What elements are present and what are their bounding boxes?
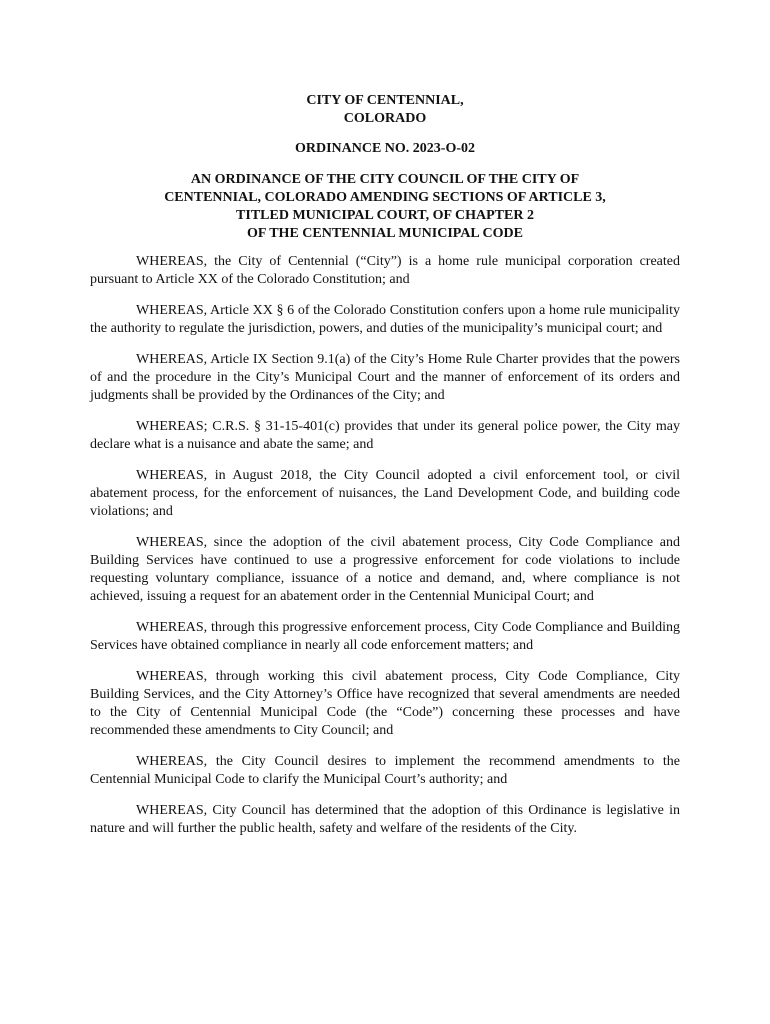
recital-paragraph: WHEREAS, Article IX Section 9.1(a) of the City’s Home Rule Charter provides that the powers of and the procedure in the City’s Municipal Court and the manner of enforcement of its orders and judgments shall be provided by the Ordinances of the City; and [90,352,680,403]
document-header [90,92,680,243]
recital-paragraph: WHEREAS, through this progressive enforcement process, City Code Compliance and Building Services have obtained compliance in nearly all code enforcement matters; and [90,620,680,653]
city-title-line: COLORADO [343,111,427,126]
city-title-line: CITY OF CENTENNIAL, [306,93,464,108]
recital-paragraph: WHEREAS, the City Council desires to implement the recommend amendments to the Centennial Municipal Code to clarify the Municipal Court’s authority; and [90,754,680,787]
recitals [90,253,680,838]
recital-paragraph: WHEREAS, the City of Centennial (“City”) is a home rule municipal corporation created pursuant to Article XX of the Colorado Constitution; and [90,254,680,287]
ordinance-title [90,171,680,243]
recital-paragraph: WHEREAS, through working this civil abatement process, City Code Compliance, City Building Services, and the City Attorney’s Office have recognized that several amendments are needed to the City of Centennial Municipal Code (the “Code”) concerning these processes and have recommended these amendments to City Council; and [90,669,680,738]
document-page [90,92,680,851]
ordinance-number: ORDINANCE NO. 2023-O-02 [294,141,476,156]
recital-paragraph: WHEREAS, in August 2018, the City Council adopted a civil enforcement tool, or civil abatement process, for the enforcement of nuisances, the Land Development Code, and building code violations; and [90,468,680,519]
recital-paragraph: WHEREAS, since the adoption of the civil abatement process, City Code Compliance and Building Services have continued to use a progressive enforcement for code violations to include requesting voluntary compliance, issuance of a notice and demand, and, where compliance is not achieved, issuing a request for an abatement order in the Centennial Municipal Court; and [90,535,680,604]
ordinance-title-line: TITLED MUNICIPAL COURT, OF CHAPTER 2 [236,208,534,223]
recital-paragraph: WHEREAS, City Council has determined that the adoption of this Ordinance is legislative in nature and will further the public health, safety and welfare of the residents of the City. [90,803,680,836]
city-title [90,92,680,128]
ordinance-title-line: CENTENNIAL, COLORADO AMENDING SECTIONS OF ARTICLE 3, [164,190,606,205]
recital-paragraph: WHEREAS; C.R.S. § 31-15-401(c) provides that under its general police power, the City may declare what is a nuisance and abate the same; and [90,419,680,452]
ordinance-title-line: AN ORDINANCE OF THE CITY COUNCIL OF THE CITY OF [190,172,580,187]
ordinance-title-line: OF THE CENTENNIAL MUNICIPAL CODE [247,226,523,241]
recital-paragraph: WHEREAS, Article XX § 6 of the Colorado Constitution confers upon a home rule municipality the authority to regulate the jurisdiction, powers, and duties of the municipality’s municipal court; and [90,303,680,336]
